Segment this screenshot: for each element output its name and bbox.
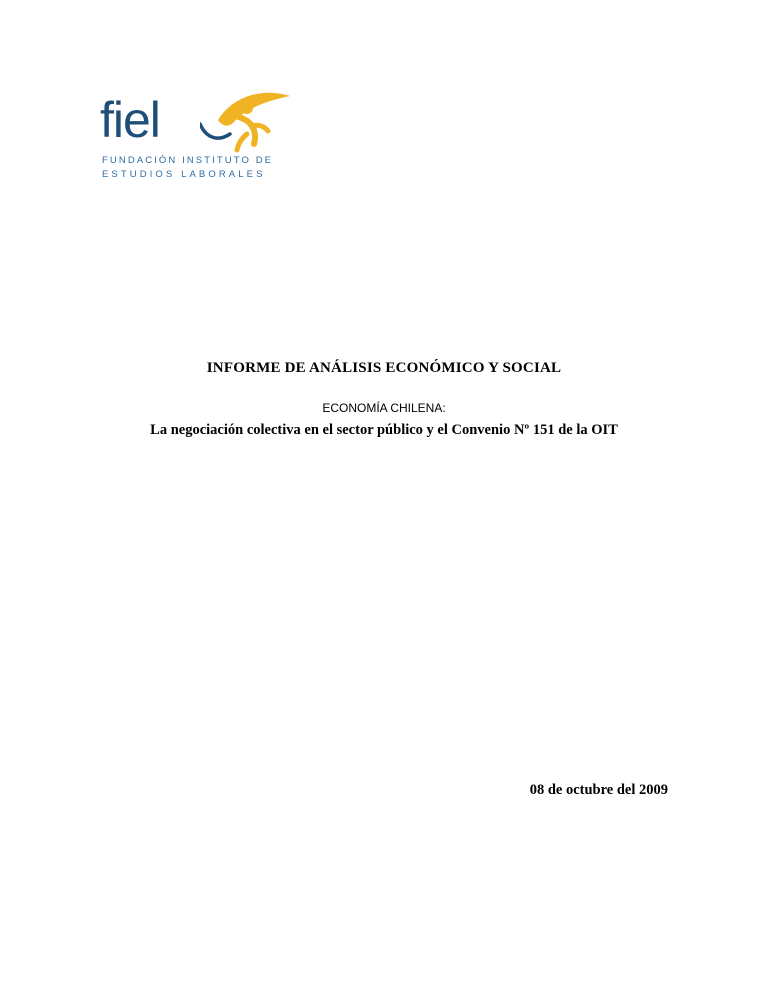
logo-subtitle-line1: FUNDACIÓN INSTITUTO DE (102, 155, 274, 166)
logo-subtitle-line2: ESTUDIOS LABORALES (102, 169, 266, 180)
running-figure-swoosh-icon (200, 90, 292, 156)
document-date: 08 de octubre del 2009 (529, 782, 668, 798)
title-block (0, 358, 768, 440)
page-title: INFORME DE ANÁLISIS ECONÓMICO Y SOCIAL (206, 360, 562, 376)
logo-wordmark: fiel (100, 92, 160, 148)
subtitle-topic: La negociación colectiva en el sector público y el Convenio Nº 151 de la OIT (150, 422, 618, 438)
logo-mark (100, 92, 290, 154)
fiel-logo (100, 92, 300, 192)
subtitle-section: ECONOMÍA CHILENA: (322, 401, 446, 415)
